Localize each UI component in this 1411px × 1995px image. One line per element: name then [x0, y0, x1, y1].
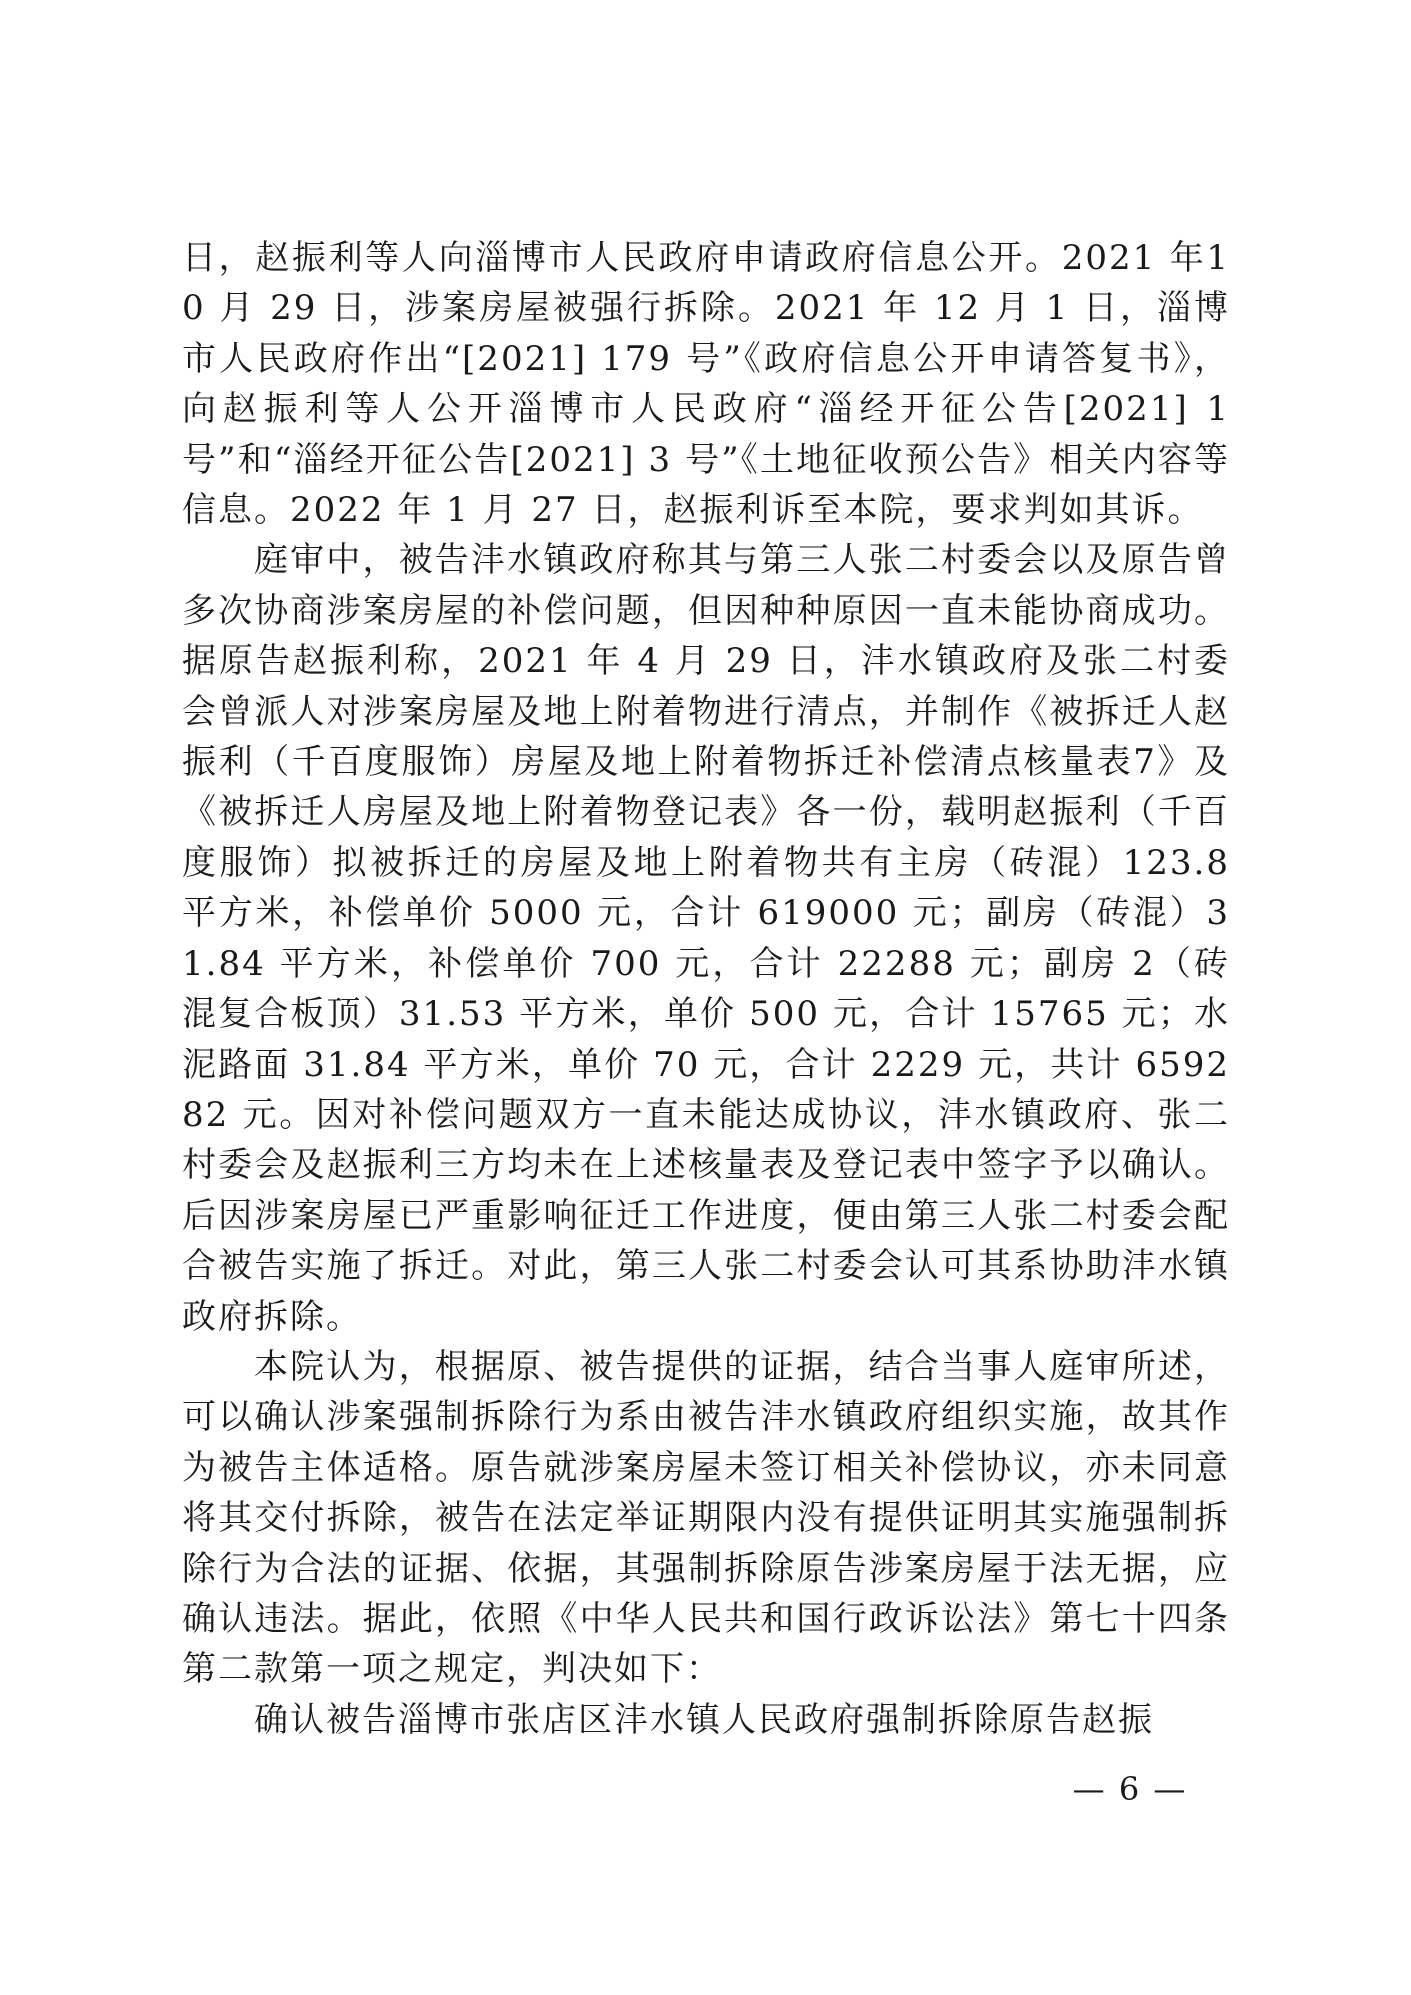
paragraph-line: 7》及《被拆迁人房屋及地上附着物登记表》各一份，载明赵振	[182, 742, 1231, 833]
paragraph-line: 和“淄经开征公告[2021] 3 号”《土地征收预公告》相关内容	[237, 439, 1194, 480]
paragraph-line: 123.8 平方米，补偿单价 5000 元，合计 619000 元；副房（砖混）	[182, 842, 1243, 934]
paragraph-line: 涉案房屋已严重影响征迁工作进度，便由第三人张二村委会配合	[182, 1195, 1231, 1287]
paragraph-line: 10 月 29 日，涉案房屋被强行拆除。2021 年 12 月 1 日，淄博市	[182, 238, 1230, 379]
paragraph-line: 利（千百度服饰）拟被拆迁的房屋及地上附着物共有主房（砖混）	[182, 792, 1231, 883]
paragraph-line: 确认被告淄博市张店区沣水镇人民政府强制拆除原告赵振	[254, 1699, 1154, 1740]
paragraph-line: 因对补偿问题双方一直未能达成协议，沣水镇政府、张二村委会	[182, 1094, 1230, 1186]
paragraph-line: 复合板顶）31.53 平方米，单价 500 元，合计 15765 元；水泥路	[182, 994, 1230, 1085]
paragraph	[182, 1342, 1230, 1695]
paragraph-line: 及赵振利三方均未在上述核量表及登记表中签字予以确认。后因	[182, 1145, 1231, 1236]
page-number: — 6 —	[1072, 1770, 1188, 1808]
paragraph-line: 功。据原告赵振利称，2021 年 4 月 29 日，沣水镇政府及张二村	[182, 590, 1231, 682]
paragraph	[182, 233, 1243, 535]
paragraph-line: 向赵振利等人公开淄博市人民政府“淄经开征公告[2021] 1 号”	[182, 389, 1243, 480]
paragraph-line: 同意将其交付拆除，被告在法定举证期限内没有提供证明其实	[182, 1447, 1231, 1539]
paragraph-line: 作为被告主体适格。原告就涉案房屋未签订相关补偿协议，亦未	[182, 1397, 1230, 1488]
paragraph-line: 人民政府作出“[2021] 179 号”《政府信息公开申请答复书》，	[219, 338, 1230, 379]
paragraph-line: 施强制拆除行为合法的证据、依据，其强制拆除原告涉案房屋于	[182, 1498, 1231, 1589]
paragraph-line: 可以确认涉案强制拆除行为系由被告沣水镇政府组织实施，故其	[182, 1397, 1194, 1438]
document-body	[182, 233, 1243, 1745]
paragraph-line: 第七十四条第二款第一项之规定，判决如下：	[182, 1598, 1231, 1690]
paragraph	[182, 535, 1243, 1342]
paragraph-line: 31.84 平方米，补偿单价 700 元，合计 22288 元；副房 2（砖混	[182, 893, 1230, 1035]
paragraph-line: 委会曾派人对涉案房屋及地上附着物进行清点，并制作《被拆迁	[182, 641, 1230, 732]
paragraph-line: 人赵振利（千百度服饰）房屋及地上附着物拆迁补偿清点核量表	[182, 691, 1231, 783]
paragraph	[182, 1695, 1230, 1745]
paragraph-line: 法无据，应确认违法。据此，依照《中华人民共和国行政诉讼法》	[182, 1548, 1231, 1639]
paragraph-line: 被告实施了拆迁。对此，第三人张二村委会认可其系协助沣水镇	[218, 1246, 1231, 1287]
paragraph-line: 本院认为，根据原、被告提供的证据，结合当事人庭审所述，	[254, 1346, 1230, 1387]
paragraph-line: 日，赵振利等人向淄博市人民政府申请政府信息公开。2021 年	[182, 238, 1207, 278]
paragraph-line: 曾多次协商涉案房屋的补偿问题，但因种种原因一直未能协商成	[182, 540, 1230, 631]
paragraph-line: 庭审中，被告沣水镇政府称其与第三人张二村委会以及原告	[254, 540, 1194, 581]
paragraph-line: 政府拆除。	[182, 1296, 362, 1337]
paragraph-line: 等信息。2022 年 1 月 27 日，赵振利诉至本院，要求判如其诉。	[182, 439, 1230, 531]
paragraph-line: 面 31.84 平方米，单价 70 元，合计 2229 元，共计 659282 元。	[182, 1044, 1231, 1135]
